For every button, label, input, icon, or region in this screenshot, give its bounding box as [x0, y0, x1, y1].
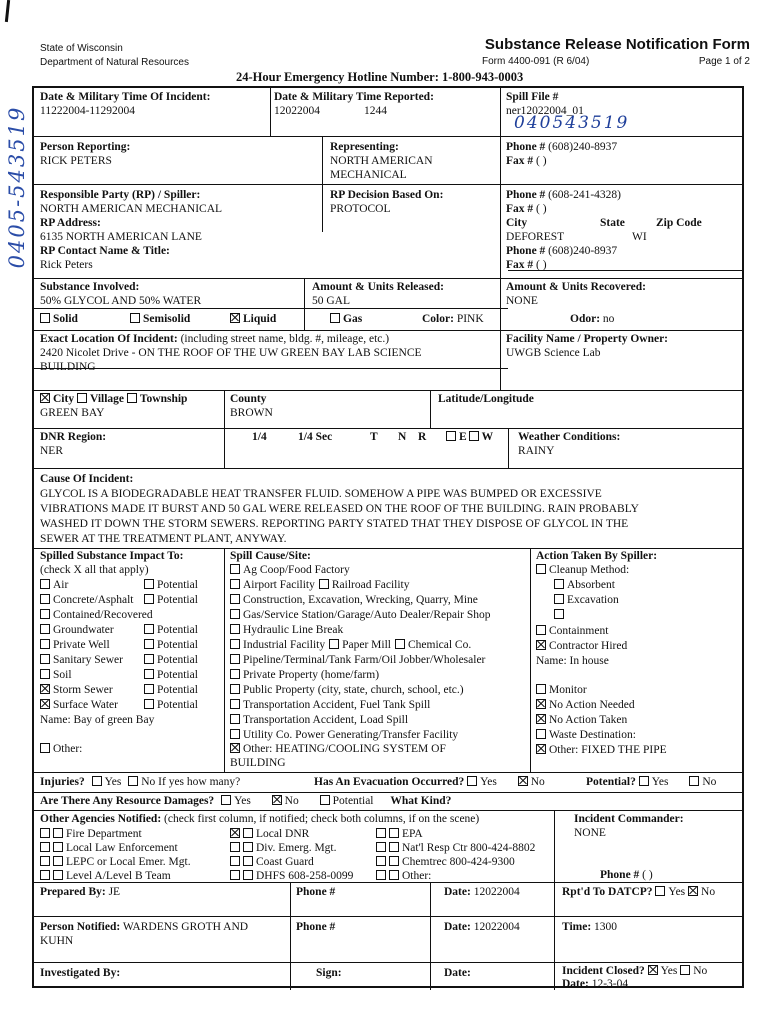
agency-label: Level A/Level B Team: [66, 870, 171, 882]
evac-potential-row: Potential? Yes No: [586, 776, 717, 788]
rp-address-label: RP Address:: [40, 217, 101, 229]
paper-mill-item[interactable]: [329, 639, 391, 651]
site-checkbox[interactable]: [230, 714, 240, 724]
liquid-checkbox[interactable]: [230, 313, 240, 323]
site-item-label: Utility Co. Power Generating/Transfer Facility: [243, 729, 459, 741]
agency-item[interactable]: [376, 827, 423, 841]
handwritten-spill-number: 040543519: [514, 113, 630, 133]
representing-line1: NORTH AMERICAN: [330, 155, 433, 167]
site-label: Spill Cause/Site:: [230, 550, 311, 562]
no-action-needed-checkbox[interactable]: [536, 699, 546, 709]
rp-city-label: City: [506, 217, 528, 229]
agency-item[interactable]: [230, 827, 309, 841]
impact-potential-checkbox[interactable]: [144, 579, 154, 589]
impact-potential[interactable]: [144, 623, 198, 637]
contractor-name: Name: In house: [536, 655, 609, 667]
agencies-label-row: Other Agencies Notified: (check first column, if notified; check both columns, if on the scene): [40, 813, 480, 825]
railroad-checkbox[interactable]: [319, 579, 329, 589]
datcp-row: Rpt'd To DATCP? Yes No: [562, 886, 716, 898]
semisolid-checkbox[interactable]: [130, 313, 140, 323]
railroad-label: Railroad Facility: [331, 579, 410, 591]
no-action-taken-label: No Action Taken: [549, 714, 628, 726]
site-checkbox[interactable]: [230, 699, 240, 709]
substance-label: Substance Involved:: [40, 281, 140, 293]
damages-potential-checkbox[interactable]: [320, 795, 330, 805]
site-other-checkbox[interactable]: [230, 743, 240, 753]
site-item[interactable]: [230, 578, 409, 592]
impact-potential[interactable]: [144, 593, 198, 607]
agency-label: LEPC or Local Emer. Mgt.: [66, 856, 191, 868]
agency-item[interactable]: [230, 841, 337, 855]
substance-value: 50% GLYCOL AND 50% WATER: [40, 295, 202, 307]
site-checkbox[interactable]: [230, 684, 240, 694]
site-item[interactable]: [230, 638, 471, 652]
containment-label: Containment: [549, 625, 609, 637]
location-line2: BUILDING: [40, 361, 96, 373]
injuries-no-checkbox[interactable]: [128, 776, 138, 786]
containment-checkbox[interactable]: [536, 625, 546, 635]
incident-closed-row: Incident Closed? Yes No: [562, 965, 708, 977]
dnr-region-label: DNR Region:: [40, 431, 107, 443]
impact-item[interactable]: [40, 683, 113, 697]
latlong-label: Latitude/Longitude: [438, 393, 534, 405]
damages-yes-checkbox[interactable]: [221, 795, 231, 805]
county-label: County: [230, 393, 267, 405]
notified-line2: KUHN: [40, 935, 74, 947]
county-value: BROWN: [230, 407, 273, 419]
site-item[interactable]: [230, 728, 458, 742]
action-label: Action Taken By Spiller:: [536, 550, 658, 562]
chemical-item[interactable]: [395, 639, 471, 651]
east-checkbox[interactable]: [446, 431, 456, 441]
cleanup-label: Cleanup Method:: [549, 564, 630, 576]
evac-potential-yes-checkbox[interactable]: [639, 776, 649, 786]
rp-city-value: DEFOREST: [506, 231, 565, 243]
action-other-label: Other: FIXED THE PIPE: [549, 744, 667, 756]
rp-contact-value: Rick Peters: [40, 259, 93, 271]
site-checkbox[interactable]: [230, 594, 240, 604]
agency-label: Other:: [402, 870, 432, 882]
quarter-1: 1/4: [252, 431, 267, 443]
agency-notified-checkbox[interactable]: [376, 856, 386, 866]
township-t: T: [370, 431, 378, 443]
site-checkbox[interactable]: [230, 729, 240, 739]
reported-date-label: Date & Military Time Reported:: [274, 91, 434, 103]
notified-line1: Person Notified: WARDENS GROTH AND: [40, 921, 249, 933]
impact-item-label: Concrete/Asphalt: [53, 594, 134, 606]
site-checkbox[interactable]: [230, 564, 240, 574]
notified-time: Time: 1300: [562, 921, 618, 933]
agency-label: DHFS 608-258-0099: [256, 870, 354, 882]
waste-label: Waste Destination:: [549, 729, 636, 741]
agency-label: Div. Emerg. Mgt.: [256, 842, 337, 854]
absorbent-checkbox[interactable]: [554, 579, 564, 589]
site-item[interactable]: [230, 683, 464, 697]
impact-item[interactable]: [40, 668, 72, 682]
site-checkbox[interactable]: [230, 639, 240, 649]
investigated-label: Investigated By:: [40, 967, 121, 979]
agency-onscene-checkbox[interactable]: [53, 870, 63, 880]
agency-onscene-checkbox[interactable]: [389, 842, 399, 852]
rp-label: Responsible Party (RP) / Spiller:: [40, 189, 201, 201]
reporter-phone: Phone # (608)240-8937: [506, 141, 618, 153]
impact-checkbox[interactable]: [40, 609, 50, 619]
site-item-label: Gas/Service Station/Garage/Auto Dealer/Repair Shop: [243, 609, 491, 621]
scan-edge-mark: [5, 0, 10, 22]
site-item[interactable]: [230, 563, 350, 577]
cleanup-other-checkbox[interactable]: [554, 609, 564, 619]
agency-onscene-checkbox[interactable]: [243, 842, 253, 852]
impact-item-label: Air: [53, 579, 69, 591]
amount-recovered-value: NONE: [506, 295, 538, 307]
impact-potential-label: Potential: [157, 624, 198, 636]
site-item[interactable]: [230, 623, 343, 637]
railroad-item[interactable]: [319, 579, 410, 591]
agency-onscene-checkbox[interactable]: [243, 828, 253, 838]
site-other-line1: Other: HEATING/COOLING SYSTEM OF: [230, 742, 446, 756]
impact-other: Other:: [40, 742, 82, 756]
prepared-date: Date: 12022004: [444, 886, 520, 898]
range-r: R: [418, 431, 427, 443]
closed-date: Date: 12-3-04: [562, 978, 629, 990]
agency-item[interactable]: [40, 841, 178, 855]
spill-file-value: ner12022004_01: [506, 105, 584, 117]
commander-label: Incident Commander:: [574, 813, 684, 825]
rp-value: NORTH AMERICAN MECHANICAL: [40, 203, 223, 215]
agency-label: Chemtrec 800-424-9300: [402, 856, 515, 868]
site-checkbox[interactable]: [230, 579, 240, 589]
notified-phone-label: Phone #: [296, 921, 336, 933]
impact-potential[interactable]: [144, 698, 198, 712]
agency-label: EPA: [402, 828, 423, 840]
impact-item-label: Contained/Recovered: [53, 609, 153, 621]
impact-potential-checkbox[interactable]: [144, 669, 154, 679]
no-action-taken-checkbox[interactable]: [536, 714, 546, 724]
person-reporting-label: Person Reporting:: [40, 141, 131, 153]
site-item-label: Hydraulic Line Break: [243, 624, 344, 636]
impact-item[interactable]: [40, 578, 68, 592]
rp-contact-fax: Fax # ( ): [506, 259, 547, 271]
impact-item[interactable]: [40, 623, 114, 637]
reported-date-value: 12022004: [274, 105, 320, 117]
impact-item-label: Private Well: [53, 639, 110, 651]
impact-potential-label: Potential: [157, 579, 198, 591]
impact-item[interactable]: [40, 608, 153, 622]
state-name: State of Wisconsin: [40, 43, 123, 54]
impact-item-label: Storm Sewer: [53, 684, 113, 696]
agency-item[interactable]: [376, 855, 515, 869]
impact-potential-checkbox[interactable]: [144, 624, 154, 634]
rp-address-value: 6135 NORTH AMERICAN LANE: [40, 231, 202, 243]
contractor-label: Contractor Hired: [549, 640, 628, 652]
site-item-label: Transportation Accident, Fuel Tank Spill: [243, 699, 431, 711]
facility-value: UWGB Science Lab: [506, 347, 601, 359]
impact-potential[interactable]: [144, 683, 198, 697]
impact-item[interactable]: [40, 593, 133, 607]
site-item-label: Construction, Excavation, Wrecking, Quarry, Mine: [243, 594, 478, 606]
east-west: E W: [446, 430, 493, 444]
agency-onscene-checkbox[interactable]: [389, 856, 399, 866]
site-item[interactable]: [230, 593, 478, 607]
impact-checkbox[interactable]: [40, 624, 50, 634]
site-item-label: Private Property (home/farm): [243, 669, 380, 681]
gas-checkbox[interactable]: [330, 313, 340, 323]
state-semisolid[interactable]: Semisolid: [130, 312, 190, 326]
incident-date-value: 11222004-11292004: [40, 105, 135, 117]
impact-item[interactable]: [40, 698, 118, 712]
color-field: Color: PINK: [422, 313, 484, 325]
representing-label: Representing:: [330, 141, 399, 153]
damages-no-checkbox[interactable]: [272, 795, 282, 805]
commander-phone: Phone # ( ): [600, 869, 653, 881]
site-item[interactable]: [230, 713, 408, 727]
impact-potential[interactable]: [144, 653, 198, 667]
commander-value: NONE: [574, 827, 606, 839]
agency-notified-checkbox[interactable]: [230, 870, 240, 880]
site-checkbox[interactable]: [230, 624, 240, 634]
site-item[interactable]: [230, 698, 430, 712]
impact-potential-checkbox[interactable]: [144, 654, 154, 664]
impact-item-label: Soil: [53, 669, 72, 681]
impact-checkbox[interactable]: [40, 684, 50, 694]
rp-zip-label: Zip Code: [656, 217, 702, 229]
datcp-yes-checkbox[interactable]: [655, 886, 665, 896]
spill-file-label: Spill File #: [506, 91, 559, 103]
no-action-needed-label: No Action Needed: [549, 699, 635, 711]
chemical-checkbox[interactable]: [395, 639, 405, 649]
agency-block: [40, 42, 189, 70]
impact-checkbox[interactable]: [40, 669, 50, 679]
impact-checkbox[interactable]: [40, 594, 50, 604]
excavation-label: Excavation: [567, 594, 619, 606]
odor-field: Odor: no: [570, 313, 615, 325]
handwritten-side-number: 0405-543519: [5, 105, 29, 269]
impact-label: Spilled Substance Impact To:: [40, 550, 184, 562]
form-title: Substance Release Notification Form: [484, 36, 750, 53]
impact-checkbox[interactable]: [40, 699, 50, 709]
rp-contact-label: RP Contact Name & Title:: [40, 245, 170, 257]
agency-notified-checkbox[interactable]: [376, 828, 386, 838]
chemical-label: Chemical Co.: [407, 639, 472, 651]
closed-yes-checkbox[interactable]: [648, 965, 658, 975]
site-checkbox[interactable]: [230, 654, 240, 664]
dnr-region-value: NER: [40, 445, 63, 457]
agency-item[interactable]: [40, 827, 142, 841]
impact-name-line: Name: Bay of green Bay: [40, 714, 155, 726]
impact-potential-checkbox[interactable]: [144, 684, 154, 694]
evacuation-row: Has An Evacuation Occurred? Yes No: [314, 776, 545, 788]
impact-potential-label: Potential: [157, 699, 198, 711]
agency-notified-checkbox[interactable]: [376, 870, 386, 880]
agency-item[interactable]: [376, 841, 535, 855]
agency-notified-checkbox[interactable]: [40, 856, 50, 866]
impact-potential-label: Potential: [157, 639, 198, 651]
rp-decision-value: PROTOCOL: [330, 203, 391, 215]
notification-form: [32, 86, 744, 988]
monitor-label: Monitor: [549, 684, 587, 696]
monitor-checkbox[interactable]: [536, 684, 546, 694]
site-item-label: Ag Coop/Food Factory: [243, 564, 350, 576]
agency-label: Coast Guard: [256, 856, 314, 868]
agency-item[interactable]: [40, 869, 171, 883]
site-other-line2: BUILDING: [230, 757, 286, 769]
rp-contact-phone: Phone # (608)240-8937: [506, 245, 618, 257]
west-checkbox[interactable]: [469, 431, 479, 441]
impact-item[interactable]: [40, 638, 110, 652]
amount-recovered-label: Amount & Units Recovered:: [506, 281, 647, 293]
site-item-label: Public Property (city, state, church, school, etc.): [243, 684, 464, 696]
agency-item[interactable]: [40, 855, 191, 869]
agency-onscene-checkbox[interactable]: [53, 828, 63, 838]
agency-notified-checkbox[interactable]: [40, 870, 50, 880]
page-number: Page 1 of 2: [698, 56, 750, 67]
rp-phone: Phone # (608-241-4328): [506, 189, 621, 201]
rp-state-label: State: [600, 217, 625, 229]
agency-item[interactable]: [230, 855, 314, 869]
quarter-sec: 1/4 Sec: [298, 431, 333, 443]
solid-checkbox[interactable]: [40, 313, 50, 323]
site-item-label: Airport Facility: [243, 579, 315, 591]
incident-date-label: Date & Military Time Of Incident:: [40, 91, 211, 103]
state-solid[interactable]: Solid: [40, 312, 78, 326]
agency-onscene-checkbox[interactable]: [243, 870, 253, 880]
municipality-type: City Village Township: [40, 392, 187, 406]
weather-value: RAINY: [518, 445, 555, 457]
city-checkbox[interactable]: [40, 393, 50, 403]
agency-notified-checkbox[interactable]: [230, 842, 240, 852]
investigated-date-label: Date:: [444, 967, 471, 979]
impact-potential[interactable]: [144, 578, 198, 592]
amount-released-label: Amount & Units Released:: [312, 281, 444, 293]
agency-onscene-checkbox[interactable]: [389, 870, 399, 880]
village-checkbox[interactable]: [77, 393, 87, 403]
weather-label: Weather Conditions:: [518, 431, 621, 443]
agency-onscene-checkbox[interactable]: [389, 828, 399, 838]
impact-potential-checkbox[interactable]: [144, 594, 154, 604]
impact-checkbox[interactable]: [40, 654, 50, 664]
agency-onscene-checkbox[interactable]: [53, 842, 63, 852]
rp-decision-label: RP Decision Based On:: [330, 189, 444, 201]
representing-line2: MECHANICAL: [330, 169, 407, 181]
cause-line: WASHED IT DOWN THE STORM SEWERS. REPORTING PARTY STATED THAT THEY DISPOSE OF GLYCOL IN THE: [40, 518, 629, 530]
cleanup-checkbox[interactable]: [536, 564, 546, 574]
site-item-label: Pipeline/Terminal/Tank Farm/Oil Jobber/Wholesaler: [243, 654, 486, 666]
impact-potential-label: Potential: [157, 669, 198, 681]
cause-line: SEWER AT THE TREATMENT PLANT, ANYWAY.: [40, 533, 287, 545]
agency-item[interactable]: [230, 869, 353, 883]
paper-mill-checkbox[interactable]: [329, 639, 339, 649]
impact-potential-checkbox[interactable]: [144, 699, 154, 709]
impact-checkbox[interactable]: [40, 579, 50, 589]
impact-item-label: Groundwater: [53, 624, 114, 636]
prepared-phone-label: Phone #: [296, 886, 336, 898]
agency-onscene-checkbox[interactable]: [243, 856, 253, 866]
form-number: Form 4400-091 (R 6/04): [482, 56, 590, 67]
agency-notified-checkbox[interactable]: [376, 842, 386, 852]
impact-potential[interactable]: [144, 668, 198, 682]
agency-notified-checkbox[interactable]: [40, 828, 50, 838]
municipality-value: GREEN BAY: [40, 407, 105, 419]
prepared-by: Prepared By: JE: [40, 886, 121, 898]
closed-no-checkbox[interactable]: [680, 965, 690, 975]
agency-notified-checkbox[interactable]: [40, 842, 50, 852]
site-item[interactable]: [230, 668, 379, 682]
location-line1: 2420 Nicolet Drive - ON THE ROOF OF THE UW GREEN BAY LAB SCIENCE: [40, 347, 422, 359]
site-item-label: Transportation Accident, Load Spill: [243, 714, 409, 726]
township-checkbox[interactable]: [127, 393, 137, 403]
impact-potential-label: Potential: [157, 594, 198, 606]
impact-item[interactable]: [40, 653, 123, 667]
damages-row: Are There Any Resource Damages? Yes No Potential What Kind?: [40, 795, 452, 807]
rp-fax: Fax # ( ): [506, 203, 547, 215]
impact-potential-label: Potential: [157, 654, 198, 666]
agency-label: Fire Department: [66, 828, 142, 840]
impact-other-checkbox[interactable]: [40, 743, 50, 753]
waste-checkbox[interactable]: [536, 729, 546, 739]
township-n: N: [398, 431, 407, 443]
impact-item-label: Surface Water: [53, 699, 118, 711]
agency-label: Local DNR: [256, 828, 310, 840]
absorbent-label: Absorbent: [567, 579, 615, 591]
paper-mill-label: Paper Mill: [342, 639, 391, 651]
agency-notified-checkbox[interactable]: [230, 856, 240, 866]
agency-notified-checkbox[interactable]: [230, 828, 240, 838]
evac-potential-no-checkbox[interactable]: [689, 776, 699, 786]
location-label-row: Exact Location Of Incident: (including street name, bldg. #, mileage, etc.): [40, 333, 390, 345]
agency-item[interactable]: [376, 869, 431, 883]
state-liquid[interactable]: Liquid: [230, 312, 276, 326]
impact-checkbox[interactable]: [40, 639, 50, 649]
reported-time-value: 1244: [364, 105, 387, 117]
injuries-yes-checkbox[interactable]: [92, 776, 102, 786]
cause-line: GLYCOL IS A BIODEGRADABLE HEAT TRANSFER FLUID. SOMEHOW A PIPE WAS BUMPED OR EXCESSIVE: [40, 488, 602, 500]
hotline-number: 24-Hour Emergency Hotline Number: 1-800-943-0003: [236, 70, 524, 84]
amount-released-value: 50 GAL: [312, 295, 351, 307]
site-checkbox[interactable]: [230, 609, 240, 619]
action-other-checkbox[interactable]: [536, 744, 546, 754]
impact-item-label: Sanitary Sewer: [53, 654, 123, 666]
rp-state-value: WI: [632, 231, 647, 243]
reporter-fax: Fax # ( ): [506, 155, 547, 167]
person-reporting-value: RICK PETERS: [40, 155, 112, 167]
evac-no-checkbox[interactable]: [518, 776, 528, 786]
injuries-row: Injuries? Yes No If yes how many?: [40, 776, 241, 788]
sign-label: Sign:: [316, 967, 342, 979]
cause-label: Cause Of Incident:: [40, 473, 134, 485]
excavation-checkbox[interactable]: [554, 594, 564, 604]
datcp-no-checkbox[interactable]: [688, 886, 698, 896]
facility-label: Facility Name / Property Owner:: [506, 333, 669, 345]
impact-potential[interactable]: [144, 638, 198, 652]
impact-hint: (check X all that apply): [40, 564, 149, 576]
site-item[interactable]: [230, 608, 491, 622]
agency-label: Nat'l Resp Ctr 800-424-8802: [402, 842, 536, 854]
contractor-checkbox[interactable]: [536, 640, 546, 650]
department-name: Department of Natural Resources: [40, 57, 189, 68]
state-gas[interactable]: Gas: [330, 312, 362, 326]
impact-potential-checkbox[interactable]: [144, 639, 154, 649]
agency-onscene-checkbox[interactable]: [53, 856, 63, 866]
site-item-label: Industrial Facility: [243, 639, 326, 651]
site-item[interactable]: [230, 653, 485, 667]
evac-yes-checkbox[interactable]: [467, 776, 477, 786]
cause-line: VIBRATIONS MADE IT BURST AND 50 GAL WERE RELEASED ON THE ROOF OF THE BUILDING. RAIN PROBABLY: [40, 503, 639, 515]
notified-date: Date: 12022004: [444, 921, 520, 933]
impact-potential-label: Potential: [157, 684, 198, 696]
agency-label: Local Law Enforcement: [66, 842, 178, 854]
site-checkbox[interactable]: [230, 669, 240, 679]
